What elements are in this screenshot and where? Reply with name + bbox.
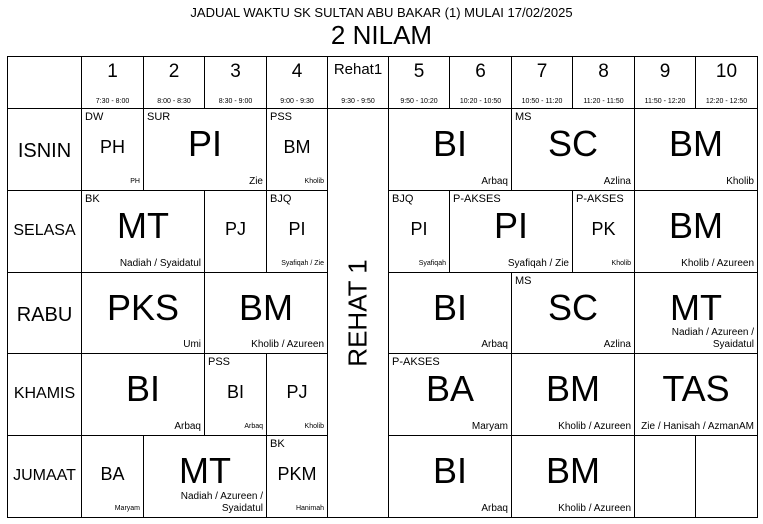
timetable-slot[interactable]: [634, 272, 758, 354]
period-header: [327, 56, 389, 109]
teacher-name: Syafiqah / Zie: [281, 260, 324, 267]
period-number: 7: [536, 61, 548, 82]
subject-name: BM: [239, 286, 293, 328]
teacher-name: Azlina: [603, 339, 631, 350]
timetable-slot[interactable]: [388, 108, 512, 191]
period-time: 7:30 - 8:00: [95, 98, 130, 105]
subject-name: PJ: [286, 382, 308, 402]
subject-name: BA: [425, 368, 475, 409]
subject-code: P-AKSES: [392, 356, 440, 368]
subject-code: MS: [515, 275, 532, 287]
period-header: [266, 56, 328, 109]
teacher-name: Arbaq: [244, 423, 263, 430]
subject-name: PI: [493, 205, 528, 246]
timetable-slot[interactable]: [81, 353, 205, 436]
subject-name: PH: [99, 137, 125, 157]
teacher-name: Arbaq: [481, 176, 508, 187]
period-header: [634, 56, 696, 109]
subject-name: BI: [226, 382, 244, 402]
period-number: 3: [230, 61, 241, 82]
subject-name: BI: [125, 368, 160, 409]
subject-name: BM: [669, 205, 723, 246]
teacher-name: PH: [130, 178, 140, 185]
period-header: [449, 56, 512, 109]
day-name: SELASA: [13, 222, 76, 239]
subject-name: BI: [432, 123, 467, 164]
subject-name: TAS: [662, 368, 730, 409]
period-time: 9:30 - 9:50: [341, 98, 375, 105]
timetable-slot[interactable]: [634, 435, 696, 518]
timetable-slot[interactable]: [388, 353, 512, 436]
timetable-slot[interactable]: [388, 272, 512, 354]
teacher-name: Umi: [183, 339, 201, 350]
period-header: [143, 56, 205, 109]
timetable-slot[interactable]: [81, 190, 205, 273]
teacher-name: Zie: [249, 176, 263, 187]
timetable-slot[interactable]: [449, 190, 573, 273]
timetable-slot[interactable]: [511, 108, 635, 191]
teacher-name: Nadiah / Azureen / Syaidatul: [180, 491, 263, 514]
subject-code: DW: [85, 111, 104, 123]
timetable-slot[interactable]: [388, 190, 450, 273]
day-cell: [7, 435, 82, 518]
timetable-slot[interactable]: [266, 435, 328, 518]
timetable-slot[interactable]: [266, 108, 328, 191]
period-time: 9:50 - 10:20: [400, 98, 438, 105]
timetable-slot[interactable]: [266, 190, 328, 273]
period-time: 12:20 - 12:50: [705, 98, 748, 105]
day-name: RABU: [16, 303, 73, 326]
timetable-slot[interactable]: [204, 190, 267, 273]
teacher-name: Arbaq: [481, 503, 508, 514]
timetable-slot[interactable]: [511, 435, 635, 518]
timetable-title: JADUAL WAKTU SK SULTAN ABU BAKAR (1) MULAI 17/02/2025: [190, 5, 573, 20]
day-name: JUMAAT: [13, 467, 76, 484]
subject-code: SUR: [147, 111, 171, 123]
subject-code: BK: [85, 193, 100, 205]
teacher-name: Kholib: [304, 178, 324, 185]
rehat-label: REHAT 1: [342, 259, 373, 367]
period-number: 1: [107, 61, 118, 82]
period-header: [81, 56, 144, 109]
subject-name: MT: [670, 286, 722, 328]
timetable-slot[interactable]: [81, 108, 144, 191]
period-time: 11:20 - 11:50: [583, 98, 624, 105]
timetable-slot[interactable]: [204, 353, 267, 436]
subject-name: PI: [187, 123, 222, 164]
timetable-slot[interactable]: [511, 353, 635, 436]
subject-name: PKS: [106, 286, 180, 328]
period-header: [572, 56, 635, 109]
teacher-name: Kholib: [726, 176, 754, 187]
period-number: 10: [715, 61, 738, 82]
period-header: [511, 56, 573, 109]
period-time: 11:50 - 12:20: [644, 98, 686, 105]
timetable-slot[interactable]: [143, 108, 267, 191]
timetable-slot[interactable]: [695, 435, 758, 518]
class-name: 2 NILAM: [330, 20, 433, 50]
timetable-slot[interactable]: [204, 272, 328, 354]
day-name: ISNIN: [17, 140, 72, 162]
period-time: 9:00 - 9:30: [280, 98, 314, 105]
period-number: 8: [598, 61, 609, 82]
period-number: 4: [291, 61, 303, 82]
subject-code: PSS: [270, 111, 293, 123]
period-header: [388, 56, 450, 109]
timetable-slot[interactable]: [388, 435, 512, 518]
teacher-name: Nadiah / Syaidatul: [119, 258, 201, 269]
subject-name: PI: [410, 219, 428, 239]
subject-code: PSS: [208, 356, 231, 368]
teacher-name: Kholib / Azureen: [558, 503, 631, 514]
teacher-name: Zie / Hanisah / AzmanAM: [641, 421, 754, 432]
teacher-name: Syafiqah / Zie: [507, 258, 569, 269]
subject-code: BK: [270, 438, 285, 450]
subject-name: BI: [432, 286, 467, 328]
subject-name: MT: [179, 450, 231, 491]
day-cell: [7, 272, 82, 354]
timetable-slot[interactable]: [266, 353, 328, 436]
teacher-name: Arbaq: [481, 339, 508, 350]
teacher-name: Azlina: [603, 176, 631, 187]
subject-code: P-AKSES: [576, 193, 624, 205]
subject-code: MS: [515, 111, 532, 123]
period-number: 9: [659, 61, 671, 82]
teacher-name: Kholib / Azureen: [558, 421, 631, 432]
day-cell: [7, 353, 82, 436]
period-number: 6: [475, 61, 486, 82]
teacher-name: Kholib / Azureen: [681, 258, 754, 269]
period-number: 5: [413, 61, 425, 82]
teacher-name: Kholib / Azureen: [251, 339, 324, 350]
period-time: 10:20 - 10:50: [459, 98, 502, 105]
subject-code: BJQ: [270, 193, 292, 205]
teacher-name: Arbaq: [174, 421, 201, 432]
period-header: [204, 56, 267, 109]
teacher-name: Maryam: [114, 505, 140, 512]
period-time: 8:00 - 8:30: [157, 98, 191, 105]
teacher-name: Syafiqah: [418, 260, 446, 267]
subject-name: BM: [283, 137, 311, 157]
period-number: Rehat1: [333, 61, 383, 78]
timetable-slot[interactable]: [511, 272, 635, 354]
subject-name: BI: [432, 450, 467, 491]
day-cell: [7, 108, 82, 191]
subject-name: MT: [117, 205, 169, 246]
teacher-name: Nadiah / Azureen / Syaidatul: [671, 327, 754, 350]
teacher-name: Hanimah: [295, 505, 324, 512]
subject-code: BJQ: [392, 193, 414, 205]
teacher-name: Kholib: [304, 423, 324, 430]
period-time: 8:30 - 9:00: [218, 98, 253, 105]
period-number: 2: [168, 61, 180, 82]
teacher-name: Maryam: [471, 421, 508, 432]
subject-name: BM: [669, 123, 723, 164]
timetable-slot[interactable]: [143, 435, 267, 518]
timetable-slot[interactable]: [81, 435, 144, 518]
subject-name: PKM: [277, 464, 317, 484]
subject-name: PK: [591, 219, 616, 239]
rehat-column: [327, 108, 389, 518]
timetable-slot[interactable]: [81, 272, 205, 354]
subject-name: PI: [288, 219, 306, 239]
subject-name: PJ: [224, 219, 246, 239]
timetable-slot[interactable]: [634, 353, 758, 436]
timetable-slot[interactable]: [634, 108, 758, 191]
subject-code: P-AKSES: [453, 193, 501, 205]
timetable-slot[interactable]: [572, 190, 635, 273]
subject-name: BM: [546, 368, 600, 409]
period-time: 10:50 - 11:20: [521, 98, 563, 105]
teacher-name: Kholib: [611, 260, 631, 267]
subject-name: SC: [547, 286, 598, 328]
day-cell: [7, 190, 82, 273]
subject-name: BA: [100, 464, 125, 484]
subject-name: SC: [547, 123, 598, 164]
timetable-slot[interactable]: [634, 190, 758, 273]
subject-name: BM: [546, 450, 600, 491]
corner-cell: [7, 56, 82, 109]
period-header: [695, 56, 758, 109]
day-name: KHAMIS: [13, 385, 76, 402]
